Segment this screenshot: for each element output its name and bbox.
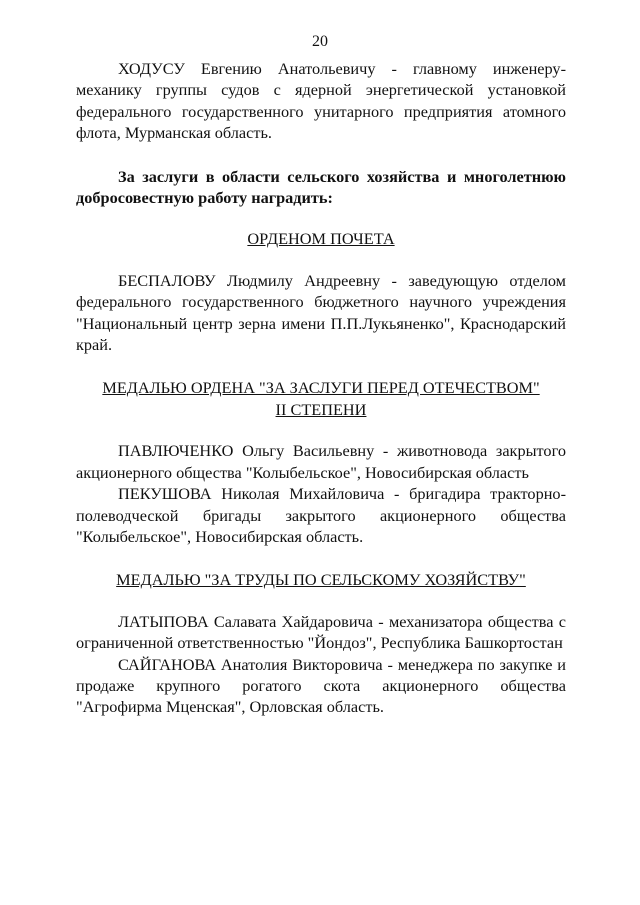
award-title-order-pocheta: ОРДЕНОМ ПОЧЕТА [247,229,395,249]
award-entry-pavlyuchenko: ПАВЛЮЧЕНКО Ольгу Васильевну - животновода закрытого акционерного общества "Колыбельское", Новосибирская область [76,441,566,482]
award-entry-pekushov: ПЕКУШОВА Николая Михайловича - бригадира тракторно-полеводческой бригады закрытого акционерного общества "Колыбельское", Новосибирская область. [76,484,566,546]
award-entry-khodusu: ХОДУСУ Евгению Анатольевичу - главному инженеру-механику группы судов с ядерной энергетической установкой федерального государственного унитарного предприятия атомного флота, Мурманская область. [76,59,566,143]
document-body [76,58,566,718]
award-entry-sayganov: САЙГАНОВА Анатолия Викторовича - менеджера по закупке и продаже крупного рогатого скота акционерного общества "Агрофирма Мценская", Орловская область. [76,654,566,717]
award-title-medal-trudy: МЕДАЛЬЮ "ЗА ТРУДЫ ПО СЕЛЬСКОМУ ХОЗЯЙСТВУ" [116,570,526,590]
award-entry-latypov: ЛАТЫПОВА Салавата Хайдаровича - механизатора общества с ограниченной ответственностью "Йондоз", Республика Башкортостан [76,611,566,653]
award-title-line: II СТЕПЕНИ [275,399,367,419]
award-title-medal-order-zaslugi [76,377,566,420]
award-title-line: МЕДАЛЬЮ ОРДЕНА "ЗА ЗАСЛУГИ ПЕРЕД ОТЕЧЕСТВОМ" [102,378,540,398]
section-heading-agriculture: За заслуги в области сельского хозяйства и многолетнюю добросовестную работу наградить: [76,166,566,208]
page-number: 20 [312,33,328,50]
award-entry-bespalova: БЕСПАЛОВУ Людмилу Андреевну - заведующую отделом федерального государственного бюджетного научного учреждения "Национальный центр зерна имени П.П.Лукьяненко", Краснодарский край. [76,270,566,355]
